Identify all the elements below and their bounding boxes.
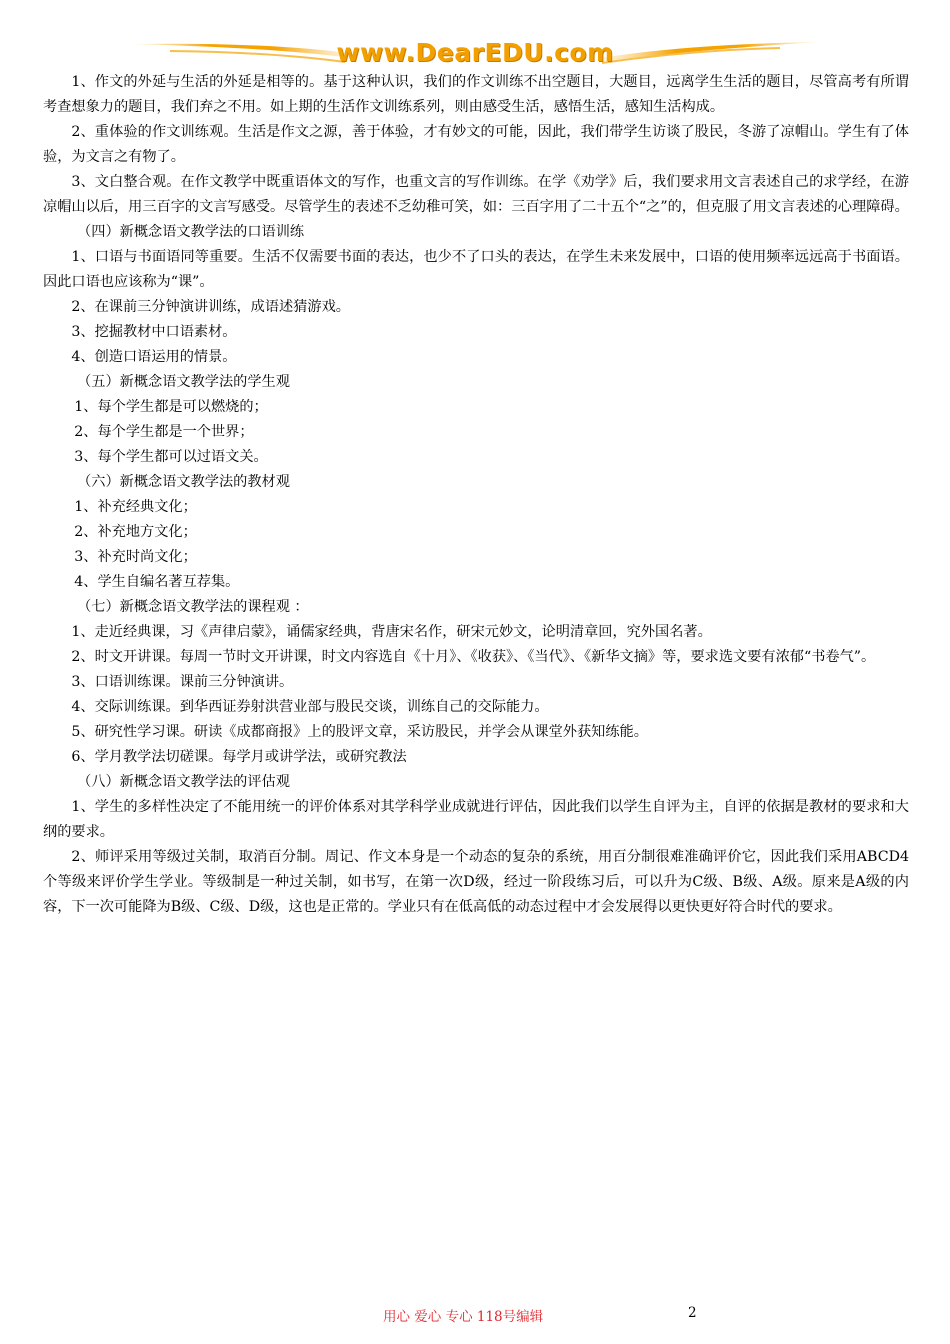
paragraph: 3、文白整合观。在作文教学中既重语体文的写作，也重文言的写作训练。在学《劝学》后，我们要求用文言表述自己的求学经，在游凉帽山以后，用三百字的文言写感受。尽管学生的表述不乏幼稚可笑，如：三百字用了二十五个“之”的，但克服了用文言表述的心理障碍。 — [43, 174, 909, 215]
list-item: 1、走近经典课，习《声律启蒙》，诵儒家经典，背唐宋名作，研宋元妙文，论明清章回，究外国名著。 — [71, 624, 712, 640]
paragraph: 1、口语与书面语同等重要。生活不仅需要书面的表达，也少不了口头的表达，在学生未来发展中，口语的使用频率远远高于书面语。因此口语也应该称为“课”。 — [43, 249, 909, 290]
section-heading: （五）新概念语文教学法的学生观 — [77, 374, 290, 390]
list-item: 6、学月教学法切磋课。每学月或讲学法，或研究教法 — [71, 749, 407, 765]
paragraph: 1、学生的多样性决定了不能用统一的评价体系对其学科学业成就进行评估，因此我们以学生自评为主，自评的依据是教材的要求和大纲的要求。 — [43, 799, 909, 840]
list-item: 3、挖掘教材中口语素材。 — [71, 324, 237, 340]
section-heading: （七）新概念语文教学法的课程观 ： — [77, 599, 309, 615]
section-heading: （八）新概念语文教学法的评估观 — [77, 774, 290, 790]
list-item: 2、时文开讲课。每周一节时文开讲课，时文内容选自《十月》、《收获》、《当代》、《新华文摘》等，要求选文要有浓郁“书卷气”。 — [71, 649, 876, 665]
list-item: 2、每个学生都是一个世界； — [74, 424, 254, 440]
list-item: 1、补充经典文化； — [74, 499, 197, 515]
list-item: 3、补充时尚文化； — [74, 549, 197, 565]
list-item: 4、学生自编名著互荐集。 — [74, 574, 240, 590]
list-item: 1、每个学生都是可以燃烧的； — [74, 399, 268, 415]
paragraph: 1、作文的外延与生活的外延是相等的。基于这种认识，我们的作文训练不出空题目，大题目，远离学生生活的题目，尽管高考有所谓考查想象力的题目，我们弃之不用。如上期的生活作文训练系列，则由感受生活，感悟生活，感知生活构成。 — [43, 74, 909, 115]
document-body — [43, 70, 909, 920]
list-item: 3、口语训练课。课前三分钟演讲。 — [71, 674, 294, 690]
list-item: 4、交际训练课。到华西证券射洪营业部与股民交谈，训练自己的交际能力。 — [71, 699, 549, 715]
section-heading: （四）新概念语文教学法的口语训练 — [77, 224, 305, 240]
site-logo: www.DearEDU.com — [336, 38, 614, 67]
footer-slogan: 用心 爱心 专心 118号编辑 — [383, 1309, 544, 1325]
site-header — [130, 36, 820, 70]
list-item: 5、研究性学习课。研读《成都商报》上的股评文章，采访股民，并学会从课堂外获知练能。 — [71, 724, 648, 740]
page-number: 2 — [688, 1305, 697, 1321]
list-item: 2、补充地方文化； — [74, 524, 197, 540]
section-heading: （六）新概念语文教学法的教材观 — [77, 474, 290, 490]
list-item: 4、创造口语运用的情景。 — [71, 349, 237, 365]
paragraph: 2、师评采用等级过关制，取消百分制。周记、作文本身是一个动态的复杂的系统，用百分制很难准确评价它，因此我们采用ABCD4个等级来评价学生学业。等级制是一种过关制，如书写，在第一次D级，经过一阶段练习后，可以升为C级、B级、A级。原来是A级的内容，下一次可能降为B级、C级、D级，这也是正常的。学业只有在低高低的动态过程中才会发展得以更快更好符合时代的要求。 — [43, 849, 909, 915]
paragraph: 2、重体验的作文训练观。生活是作文之源，善于体验，才有妙文的可能，因此，我们带学生访谈了股民，冬游了凉帽山。学生有了体验，为文言之有物了。 — [43, 124, 909, 165]
list-item: 3、每个学生都可以过语文关。 — [74, 449, 268, 465]
list-item: 2、在课前三分钟演讲训练，成语述猜游戏。 — [71, 299, 350, 315]
page-footer — [0, 1305, 950, 1329]
